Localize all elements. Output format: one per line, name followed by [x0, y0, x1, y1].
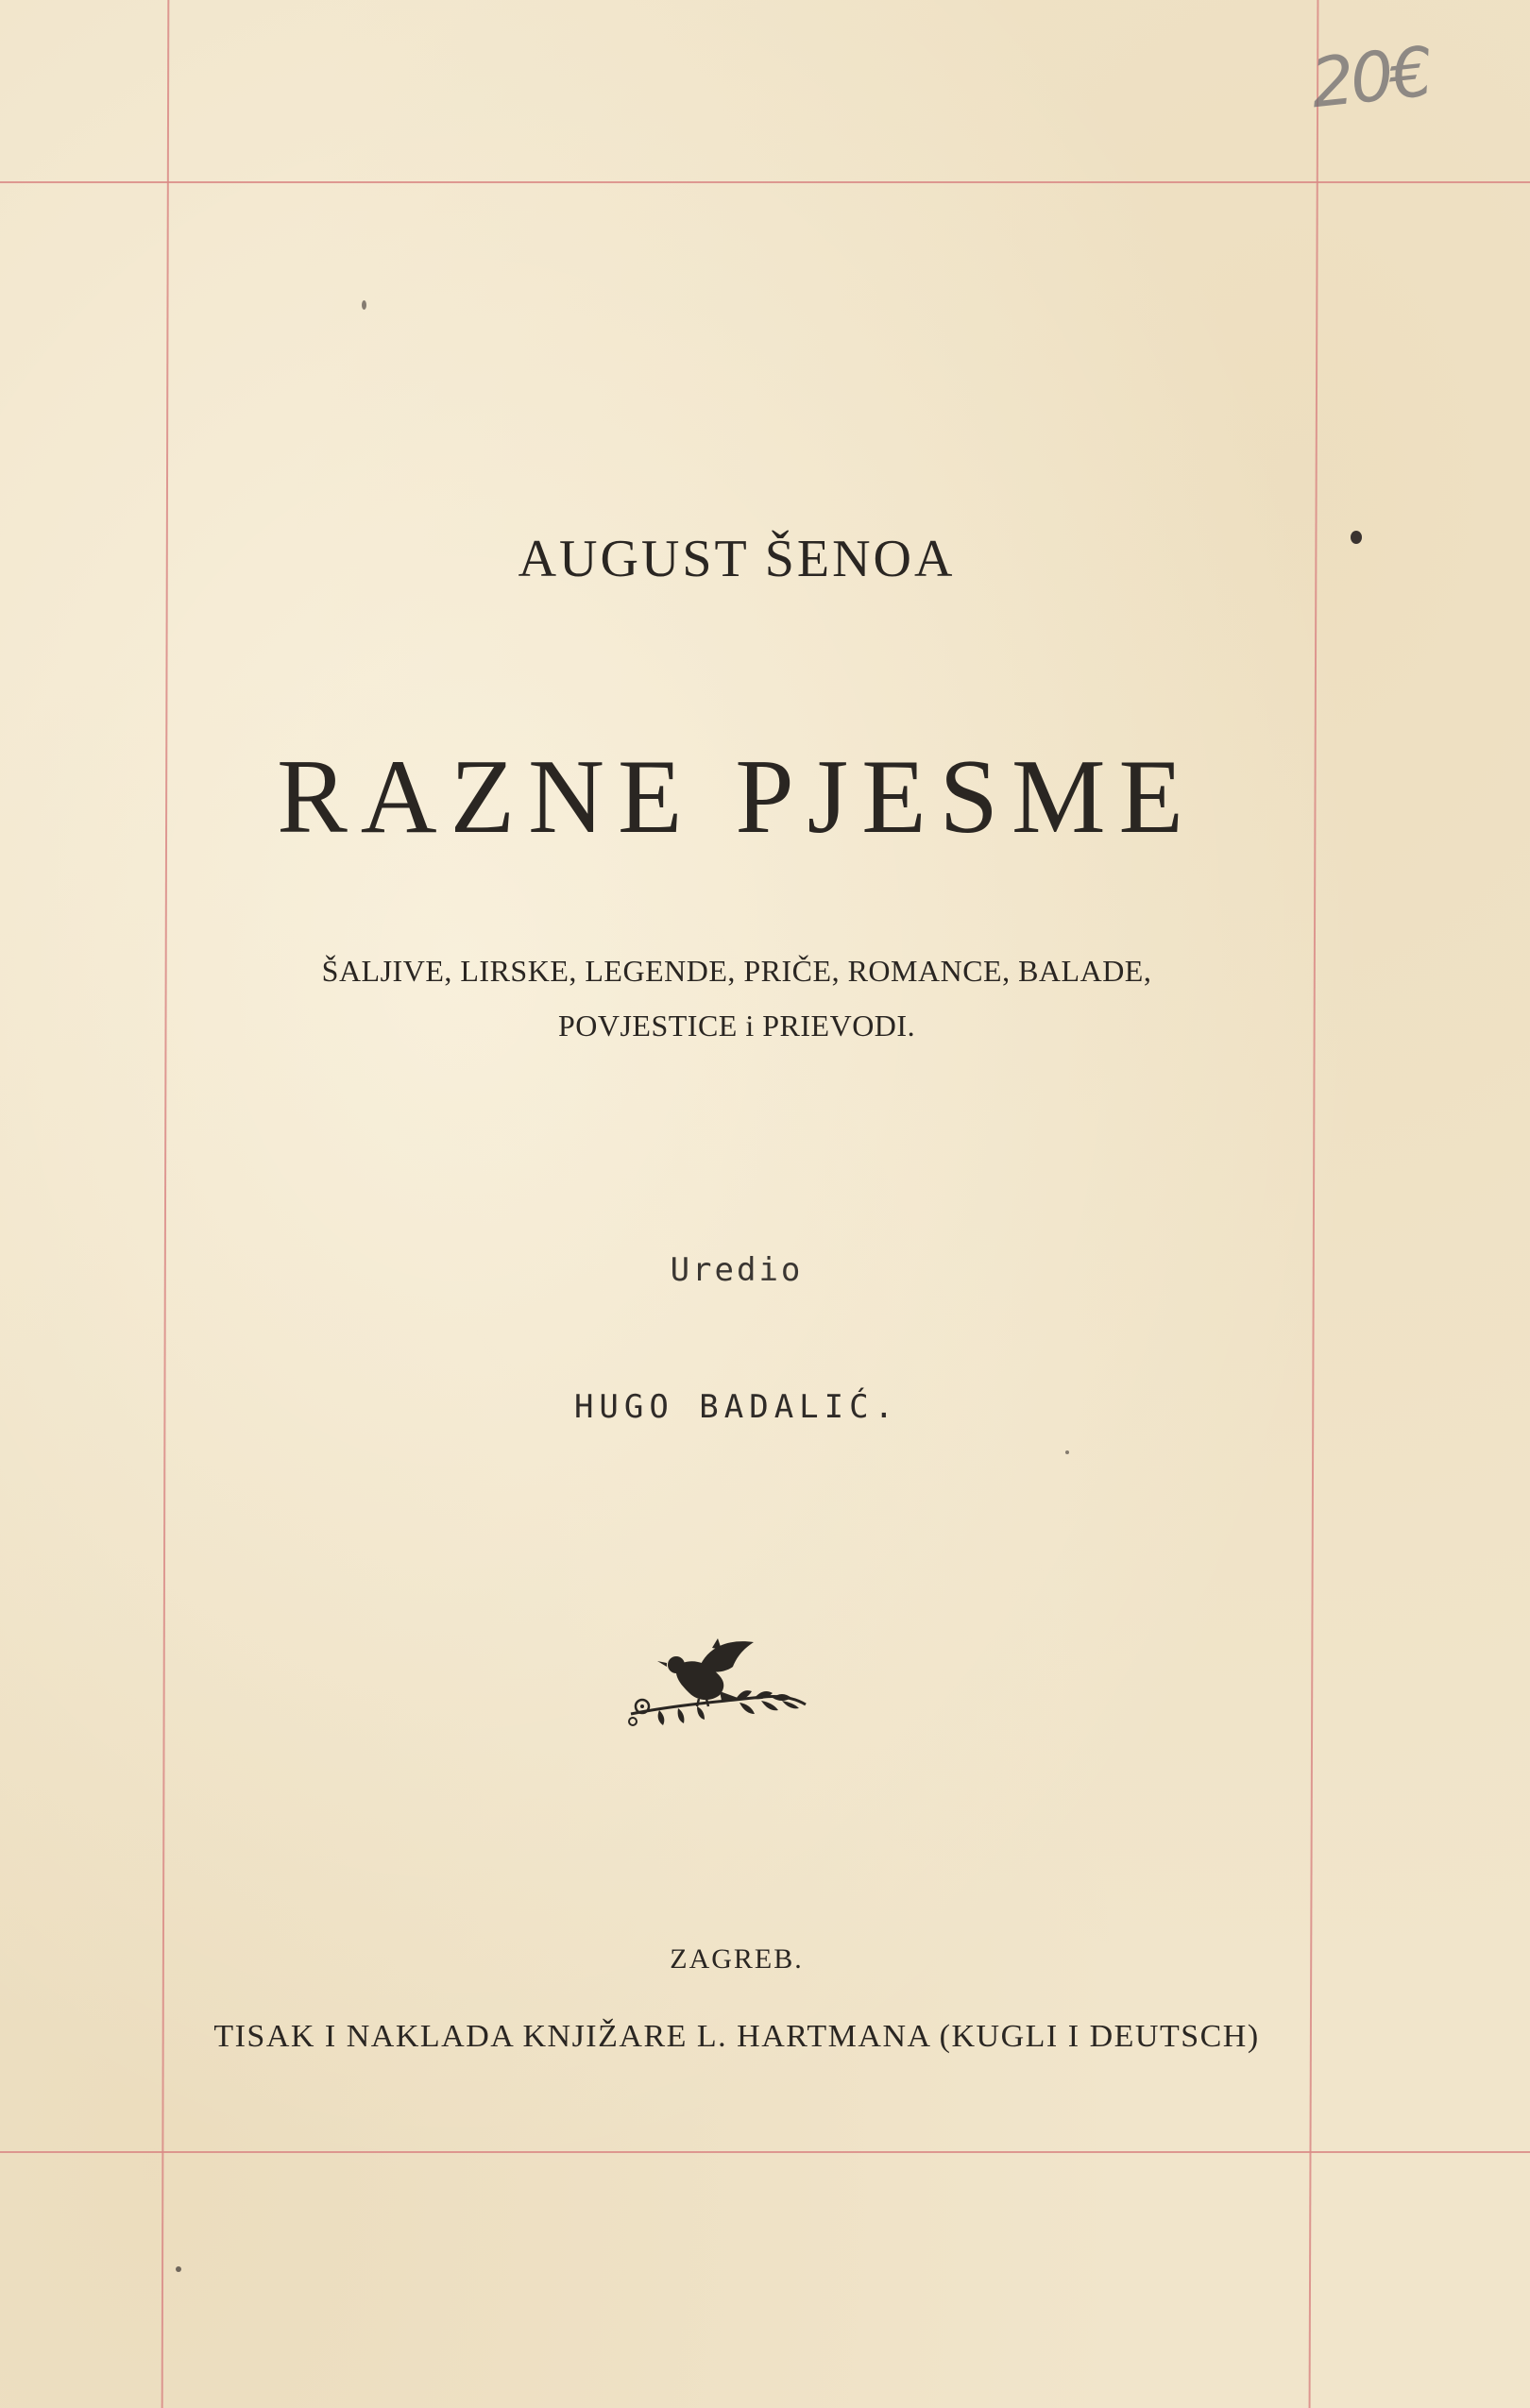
- bird-on-branch-icon: [621, 1629, 810, 1742]
- editor-label: Uredio: [670, 1251, 804, 1289]
- author-name: AUGUST ŠENOA: [518, 530, 956, 588]
- bottom-rule-line: [0, 2151, 1530, 2153]
- imprint-city: ZAGREB.: [670, 1943, 804, 1975]
- paper-speck: [362, 300, 366, 310]
- handwritten-price-note: 20€: [1306, 31, 1434, 124]
- paper-speck: [176, 2266, 181, 2272]
- imprint-publisher: TISAK I NAKLADA KNJIŽARE L. HARTMANA (KUGLI I DEUTSCH): [213, 2019, 1260, 2054]
- paper-speck: [1065, 1450, 1069, 1454]
- book-title: RAZNE PJESME: [277, 738, 1197, 856]
- editor-name: HUGO BADALIĆ.: [573, 1388, 900, 1426]
- subtitle-line-2: POVJESTICE i PRIEVODI.: [557, 1009, 916, 1043]
- subtitle-line-1: ŠALJIVE, LIRSKE, LEGENDE, PRIČE, ROMANCE, BALADE,: [321, 954, 1152, 988]
- paper-speck: [1351, 531, 1362, 544]
- top-rule-line: [0, 181, 1530, 183]
